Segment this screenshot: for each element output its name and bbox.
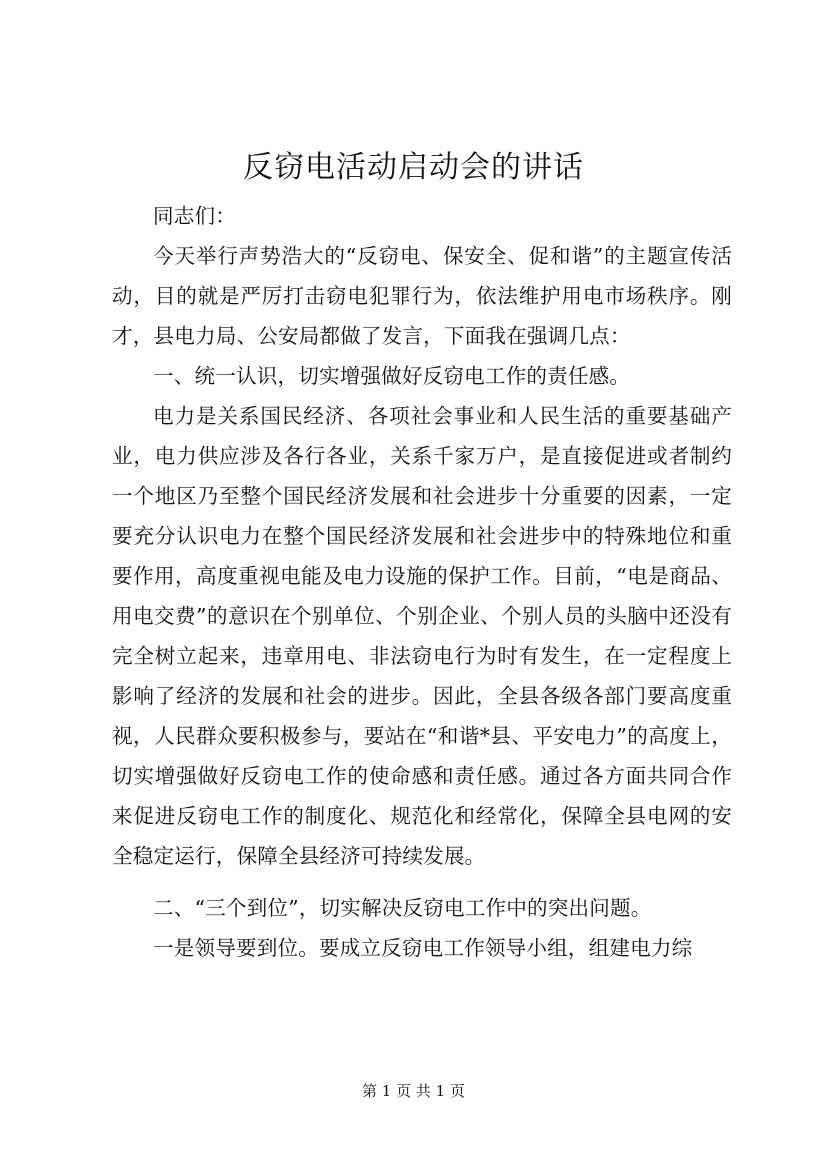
document-title: 反窃电活动启动会的讲话 — [243, 150, 584, 185]
paragraph-section-1-body: 电力是关系国民经济、各项社会事业和人民生活的重要基础产业，电力供应涉及各行各业，关系千家万户，是直接促进或者制约一个地区乃至整个国民经济发展和社会进步十分重要的因素，一定要充分认识电力在整个国民经济发展和社会进步中的特殊地位和重要作用，高度重视电能及电力设施的保护工作。目前，“电是商品、用电交费”的意识在个别单位、个别企业、个别人员的头脑中还没有完全树立起来，违章用电、非法窃电行为时有发生，在一定程度上影响了经济的发展和社会的进步。因此，全县各级各部门要高度重视，人民群众要积极参与，要站在“和谐*县、平安电力”的高度上，切实增强做好反窃电工作的使命感和责任感。通过各方面共同合作来促进反窃电工作的制度化、规范化和经常化，保障全县电网的安全稳定运行，保障全县经济可持续发展。 — [112, 404, 732, 868]
paragraph-greeting: 同志们： — [153, 204, 236, 228]
paragraph-intro: 今天举行声势浩大的“反窃电、保安全、促和谐”的主题宣传活动，目的就是严厉打击窃电犯罪行为，依法维护用电市场秩序。刚才，县电力局、公安局都做了发言，下面我在强调几点： — [112, 244, 732, 348]
heading-section-1: 一、统一认识，切实增强做好反窃电工作的责任感。 — [153, 364, 631, 388]
heading-section-2: 二、“三个到位”，切实解决反窃电工作中的突出问题。 — [153, 896, 652, 920]
paragraph-section-2-body: 一是领导要到位。要成立反窃电工作领导小组，组建电力综 — [153, 936, 693, 960]
page-footer: 第 1 页 共 1 页 — [362, 1082, 465, 1100]
document-body — [112, 196, 732, 968]
